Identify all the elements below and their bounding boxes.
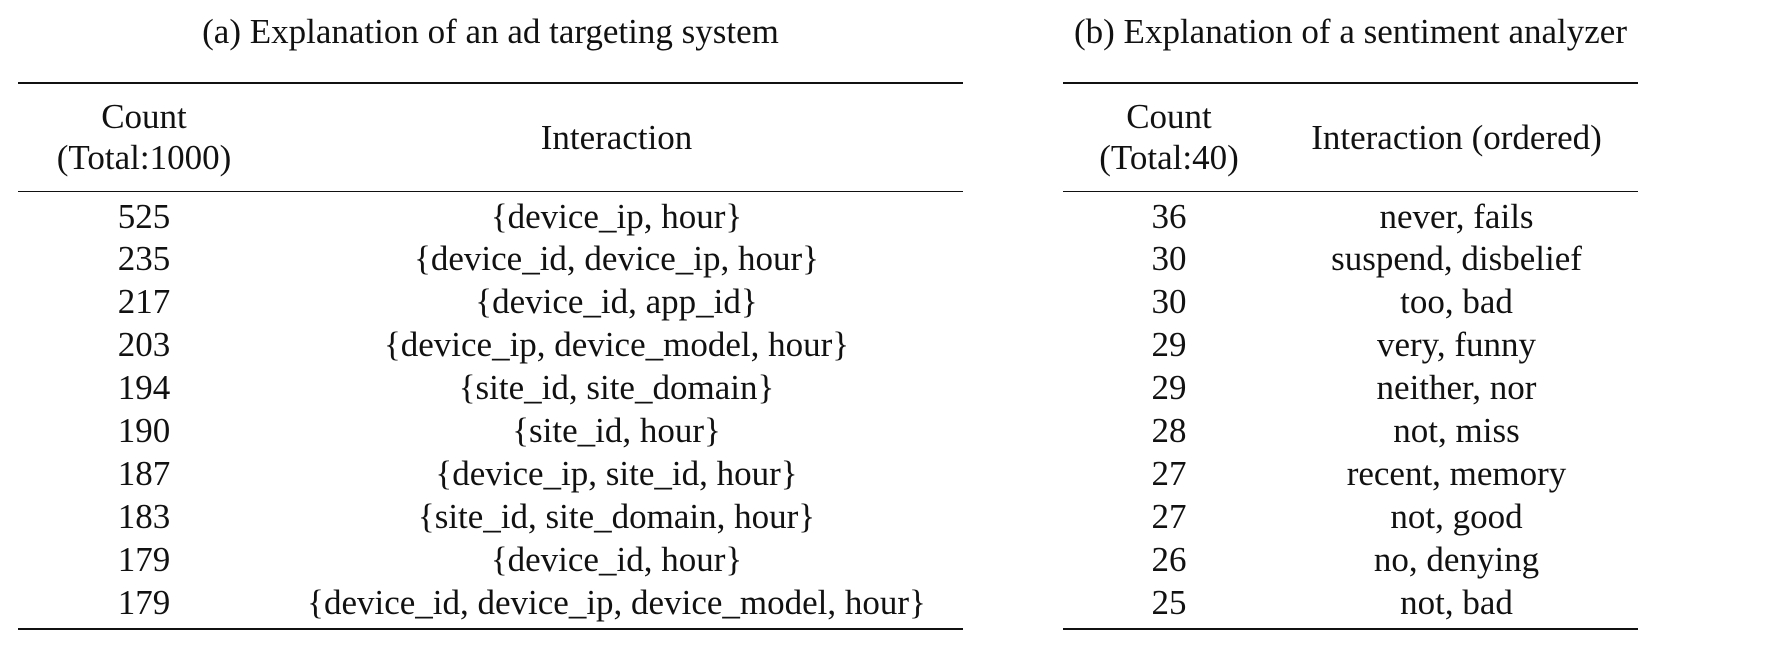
interaction-cell: {device_ip, hour} (490, 196, 743, 236)
interaction-cell: {device_id, device_ip, hour} (414, 239, 819, 278)
table-row (18, 582, 963, 629)
interaction-cell: {device_id, app_id} (475, 282, 758, 321)
count-cell: 525 (117, 196, 171, 236)
count-cell: 29 (1151, 368, 1187, 407)
table-row (18, 324, 963, 367)
table-row (18, 539, 963, 582)
table-header-row (18, 83, 963, 191)
interaction-cell: not, good (1390, 497, 1523, 536)
interaction-cell: {device_id, hour} (490, 540, 743, 579)
interaction-cell: no, denying (1373, 540, 1540, 579)
count-cell: 29 (1151, 325, 1187, 364)
interaction-cell: {device_id, device_ip, device_model, hour} (270, 582, 963, 629)
count-cell: 203 (117, 325, 171, 364)
count-header (18, 83, 270, 191)
table-header-row (1063, 83, 1638, 191)
count-cell: 190 (117, 411, 171, 450)
count-cell: 187 (117, 454, 171, 493)
count-cell: 235 (117, 239, 171, 278)
interaction-cell: never, fails (1379, 196, 1534, 236)
table-row (1063, 410, 1638, 453)
panel-a-caption: (a) Explanation of an ad targeting system (202, 12, 779, 51)
table-row (1063, 281, 1638, 324)
count-cell: 30 (1151, 282, 1187, 321)
table-row (18, 453, 963, 496)
interaction-cell: {site_id, hour} (512, 411, 721, 450)
table-row (18, 191, 963, 238)
count-header (1063, 83, 1275, 191)
table-row (1063, 191, 1638, 238)
interaction-cell: {site_id, site_domain, hour} (417, 497, 816, 536)
table-row (1063, 539, 1638, 582)
interaction-cell: not, miss (1393, 411, 1520, 450)
count-cell: 179 (18, 582, 270, 629)
interaction-cell: very, funny (1376, 325, 1537, 364)
table-row (18, 410, 963, 453)
sentiment-analyzer-table (1063, 82, 1638, 630)
count-cell: 30 (1151, 239, 1187, 278)
table-row (18, 281, 963, 324)
count-cell: 26 (1151, 540, 1187, 579)
table-row (1063, 324, 1638, 367)
table-row (1063, 582, 1638, 629)
table-row (1063, 453, 1638, 496)
interaction-ordered-header: Interaction (ordered) (1275, 83, 1638, 191)
interaction-header: Interaction (270, 83, 963, 191)
count-header-line2: (Total:1000) (56, 138, 232, 178)
count-cell: 36 (1151, 196, 1187, 236)
panel-b-caption: (b) Explanation of a sentiment analyzer (1074, 12, 1627, 51)
interaction-cell: recent, memory (1346, 454, 1567, 493)
table-row (18, 496, 963, 539)
interaction-cell: {device_ip, device_model, hour} (383, 325, 850, 364)
table-row (18, 238, 963, 281)
interaction-cell: suspend, disbelief (1331, 239, 1582, 278)
table-row (1063, 496, 1638, 539)
count-header-line1: Count (1126, 97, 1212, 137)
count-cell: 27 (1151, 454, 1187, 493)
count-cell: 25 (1063, 582, 1275, 629)
table-row (18, 367, 963, 410)
interaction-cell: {device_ip, site_id, hour} (435, 454, 798, 493)
count-header-line1: Count (101, 97, 187, 137)
interaction-cell: {site_id, site_domain} (458, 368, 775, 407)
interaction-cell: too, bad (1400, 282, 1513, 321)
interaction-cell: not, bad (1275, 582, 1638, 629)
interaction-cell: neither, nor (1376, 368, 1537, 407)
ad-targeting-table (18, 82, 963, 630)
count-cell: 179 (117, 540, 171, 579)
table-row (1063, 238, 1638, 281)
count-header-line2: (Total:40) (1099, 138, 1239, 178)
count-cell: 194 (117, 368, 171, 407)
count-cell: 217 (117, 282, 171, 321)
count-cell: 27 (1151, 497, 1187, 536)
count-cell: 183 (117, 497, 171, 536)
table-row (1063, 367, 1638, 410)
count-cell: 28 (1151, 411, 1187, 450)
